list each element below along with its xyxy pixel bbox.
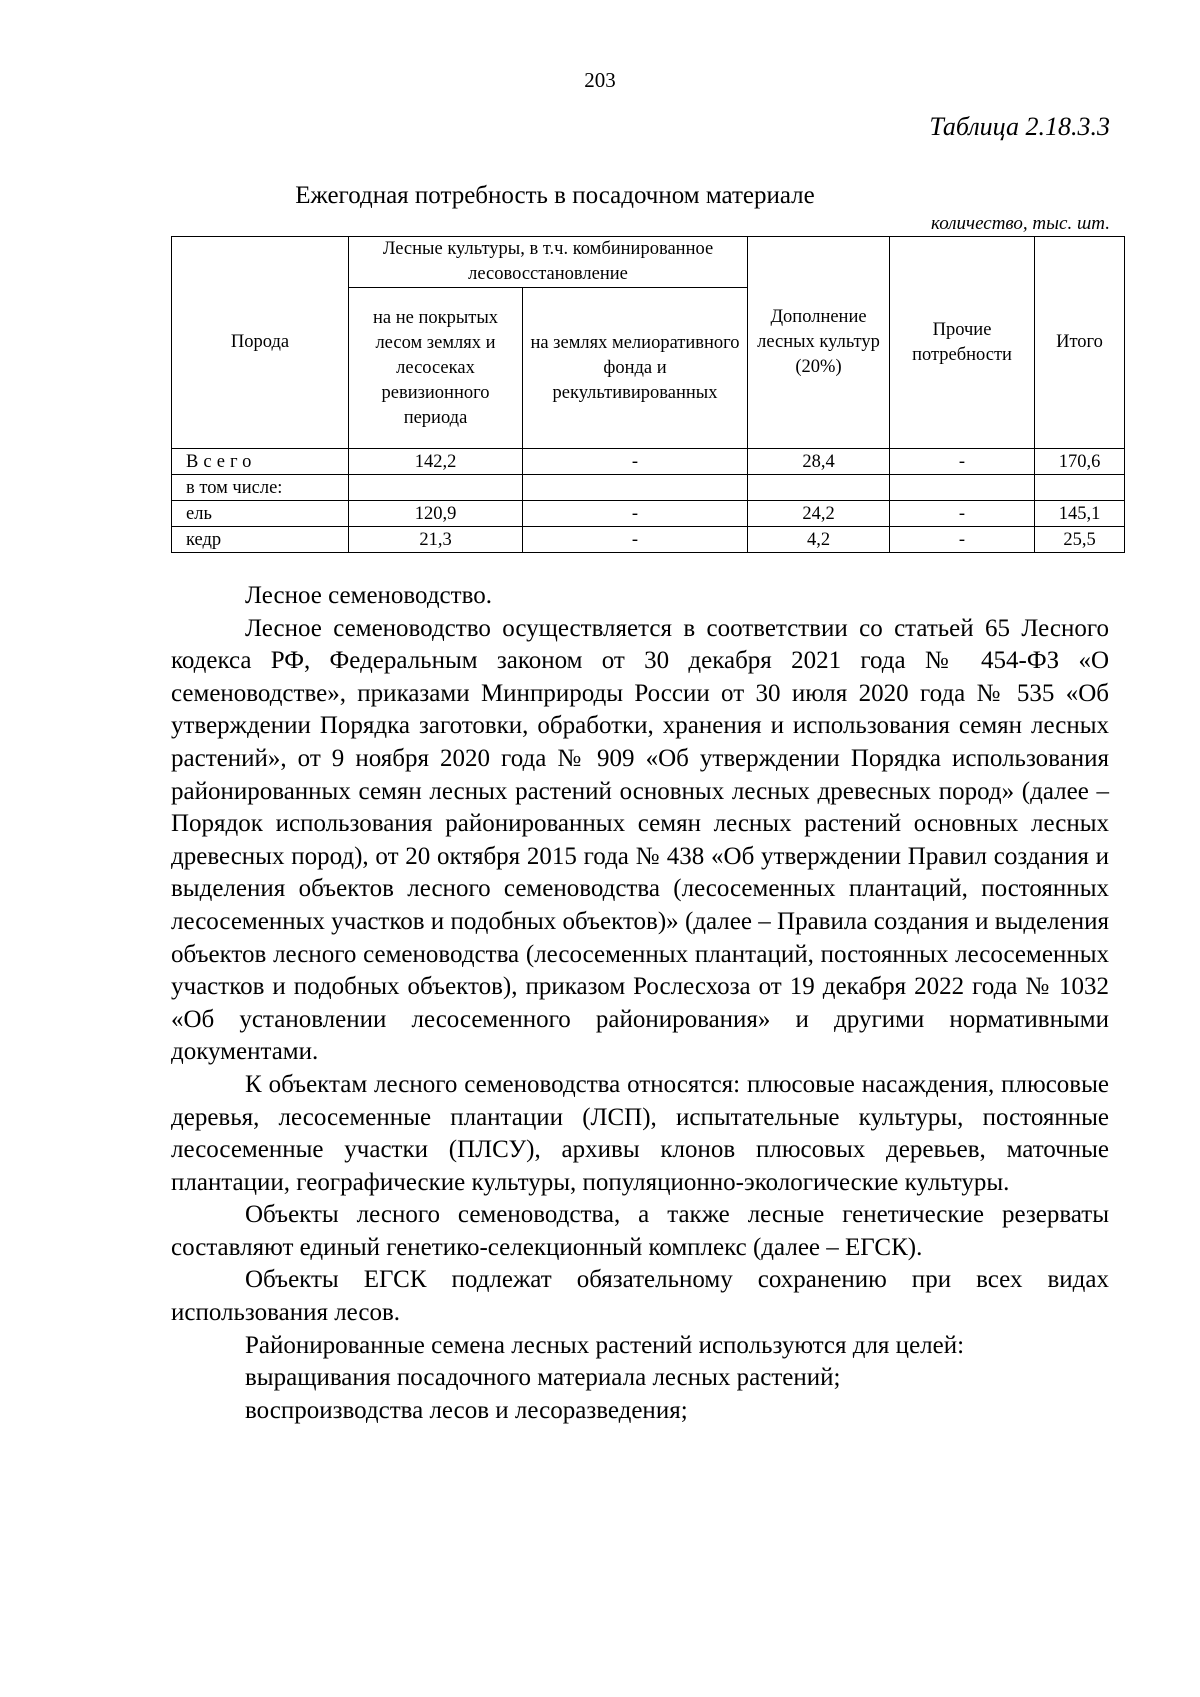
cell-other: - <box>890 501 1035 527</box>
cell-other: - <box>890 449 1035 475</box>
cell-total <box>1035 475 1125 501</box>
table-units: количество, тыс. шт. <box>931 213 1110 234</box>
paragraph: Районированные семена лесных растений используются для целей: <box>245 1331 965 1359</box>
table-row <box>172 449 1125 475</box>
paragraph: воспроизводства лесов и лесоразведения; <box>245 1396 688 1424</box>
cell-uncovered <box>349 475 523 501</box>
planting-material-table <box>171 236 1125 553</box>
paragraph: К объектам лесного семеноводства относятся: плюсовые насаждения, плюсовые деревья, лесосеменные плантации (ЛСП), испытательные культуры, постоянные лесосеменные участки (ПЛСУ), архивы клонов плюсовых деревьев, маточные плантации, географические культуры, популяционно-экологические культуры. <box>171 1070 1109 1196</box>
cell-other <box>890 475 1035 501</box>
cell-total: 145,1 <box>1035 501 1125 527</box>
body-text <box>171 580 1109 1427</box>
cell-total: 25,5 <box>1035 527 1125 553</box>
paragraph: выращивания посадочного материала лесных растений; <box>245 1364 841 1392</box>
cell-reclamation: - <box>523 527 748 553</box>
table-caption: Таблица 2.18.3.3 <box>929 112 1110 141</box>
paragraph: Объекты ЕГСК подлежат обязательному сохранению при всех видах использования лесов. <box>171 1266 1109 1327</box>
cell-uncovered: 120,9 <box>349 501 523 527</box>
paragraph: Лесное семеноводство осуществляется в соответствии со статьей 65 Лесного кодекса РФ, Федеральным законом от 30 декабря 2021 года № 454-ФЗ «О семеноводстве», приказами Минприроды России от 30 июля 2020 года № 535 «Об утверждении Порядка заготовки, обработки, хранения и использования семян лесных растений», от 9 ноября 2020 года № 909 «Об утверждении Порядка использования районированных семян лесных растений основных лесных древесных пород» (далее – Порядок использования районированных семян лесных растений основных лесных древесных пород), от 20 октября 2015 года № 438 «Об утверждении Правил создания и выделения объектов лесного семеноводства (лесосеменных плантаций, постоянных лесосеменных участков и подобных объектов)» (далее – Правила создания и выделения объектов лесного семеноводства (лесосеменных плантаций, постоянных лесосеменных участков и подобных объектов), приказом Рослесхоза от 19 декабря 2022 года № 1032 «Об установлении лесосеменного районирования» и другими нормативными документами. <box>171 614 1109 1066</box>
table-row <box>172 475 1125 501</box>
header-supplement: Дополнение лесных культур (20%) <box>748 237 890 449</box>
cell-total: 170,6 <box>1035 449 1125 475</box>
cell-species: ель <box>172 501 349 527</box>
cell-uncovered: 21,3 <box>349 527 523 553</box>
cell-uncovered: 142,2 <box>349 449 523 475</box>
section-heading: Лесное семеноводство. <box>245 582 492 609</box>
cell-supplement: 4,2 <box>748 527 890 553</box>
cell-species: кедр <box>172 527 349 553</box>
cell-reclamation: - <box>523 449 748 475</box>
cell-reclamation: - <box>523 501 748 527</box>
table-title: Ежегодная потребность в посадочном материале <box>295 182 815 209</box>
header-forest-cultures: Лесные культуры, в т.ч. комбинированное лесовосстановление <box>349 237 748 288</box>
header-reclamation: на землях мелиоративного фонда и рекультивированных <box>523 288 748 449</box>
cell-supplement: 24,2 <box>748 501 890 527</box>
cell-reclamation <box>523 475 748 501</box>
paragraph: Объекты лесного семеноводства, а также лесные генетические резерваты составляют единый генетико-селекционный комплекс (далее – ЕГСК). <box>171 1201 1109 1261</box>
table-row <box>172 527 1125 553</box>
cell-other: - <box>890 527 1035 553</box>
cell-supplement <box>748 475 890 501</box>
header-uncovered: на не покрытых лесом землях и лесосеках ревизионного периода <box>349 288 523 449</box>
cell-species: Всего <box>172 449 349 475</box>
table-row <box>172 501 1125 527</box>
header-other: Прочие потребности <box>890 237 1035 449</box>
header-species: Порода <box>172 237 349 449</box>
table-header-row <box>172 237 1125 288</box>
page-number: 203 <box>584 68 616 92</box>
cell-supplement: 28,4 <box>748 449 890 475</box>
header-total: Итого <box>1035 237 1125 449</box>
cell-species: в том числе: <box>172 475 349 501</box>
